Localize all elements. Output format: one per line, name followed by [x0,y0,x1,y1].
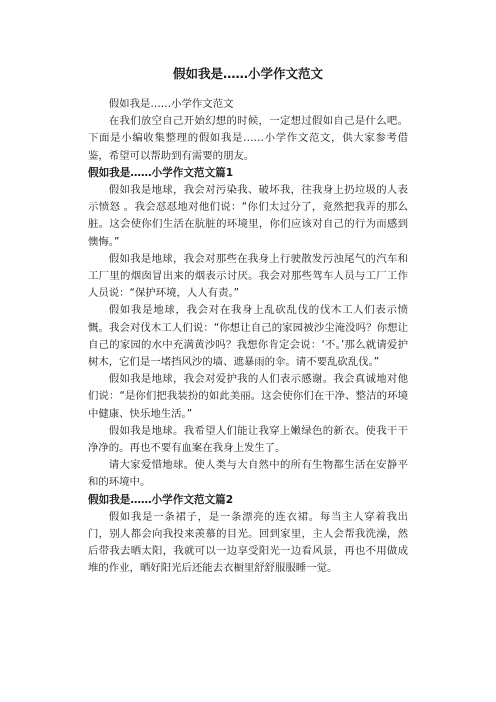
section1-paragraph-6: 请大家爱惜地球。使人类与大自然中的所有生物都生活在安静平和的环境中。 [88,459,408,489]
document-title: 假如我是……小学作文范文 [172,66,323,81]
intro-paragraph: 在我们放空自己开始幻想的时候，一定想过假如自己是什么吧。下面是小编收集整理的假如我是……小学作文范文，供大家参考借鉴，希望可以帮助到有需要的朋友。 [88,115,408,162]
section-heading-1: 假如我是……小学作文范文篇1 [88,166,234,179]
section2-paragraph-1: 假如我是一条裙子，是一条漂亮的连衣裙。每当主人穿着我出门，别人都会向我投来羡慕的目光。回到家里，主人会帮我洗澡，然后带我去晒太阳，我就可以一边享受阳光一边看风景，再也不用做成堆的作业，晒好阳光后还能去衣橱里舒舒服服睡一觉。 [88,510,408,575]
section1-paragraph-3: 假如我是地球，我会对在我身上乱砍乱伐的伐木工人们表示愤慨。我会对伐木工人们说：“你想让自己的家园被沙尘淹没吗？你想让自己的家园的水中充满黄沙吗？我想你肯定会说：‘不。’那么就请爱护树木，它们是一堵挡风沙的墙、遮暴雨的伞。请不要乱砍乱伐。” [88,304,408,369]
section1-paragraph-5: 假如我是地球。我希望人们能让我穿上嫩绿色的新衣。使我干干净净的。再也不要有血案在我身上发生了。 [88,424,408,455]
intro-subtitle: 假如我是……小学作文范文 [108,98,234,110]
section1-paragraph-2: 假如我是地球，我会对那些在我身上行驶散发污浊尾气的汽车和工厂里的烟囱冒出来的烟表示讨厌。我会对那些驾车人员与工厂工作人员说：“保护环境，人人有责。” [88,252,408,300]
section-heading-2: 假如我是……小学作文范文篇2 [88,493,234,506]
section1-paragraph-4: 假如我是地球，我会对爱护我的人们表示感谢。我会真诚地对他们说：“是你们把我装扮的如此美丽。这会使你们在干净、整洁的环境中健康、快乐地生活。” [88,373,408,420]
section1-paragraph-1: 假如我是地球，我会对污染我、破坏我，往我身上扔垃圾的人表示愤怒 。我会怼怼地对他们说：“你们太过分了，竟然把我弄的那么脏。这会使你们生活在肮脏的环境里，你们应该对自己的行为而感到懊悔。” [88,184,408,248]
